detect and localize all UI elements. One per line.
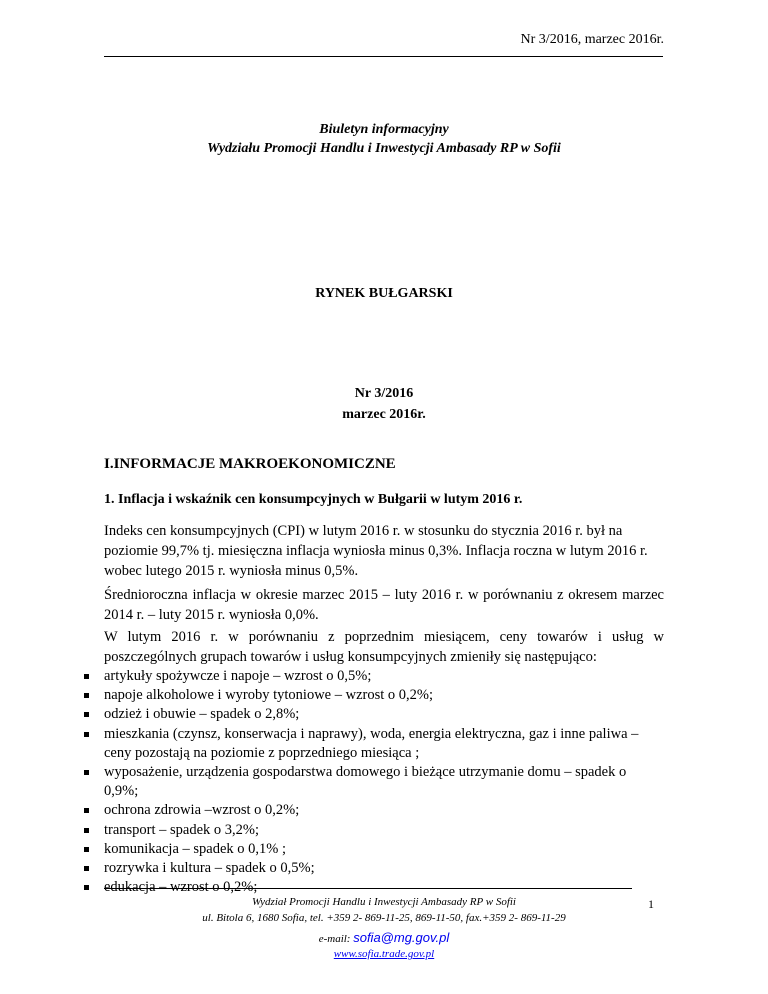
email-link[interactable]: sofia@mg.gov.pl — [353, 930, 450, 945]
square-bullet-icon — [84, 674, 89, 679]
bulletin-title-line1: Biuletyn informacyjny — [319, 122, 449, 137]
section-heading: I.INFORMACJE MAKROEKONOMICZNE — [104, 456, 396, 472]
list-item: napoje alkoholowe i wyroby tytoniowe – wzrost o 0,2%; — [84, 686, 664, 705]
market-title: RYNEK BUŁGARSKI — [315, 286, 453, 301]
list-item: wyposażenie, urządzenia gospodarstwa domowego i bieżące utrzymanie domu – spadek o 0,9%; — [84, 763, 664, 801]
square-bullet-icon — [84, 828, 89, 833]
email-label: e-mail: — [318, 933, 351, 945]
bulletin-title-line2: Wydziału Promocji Handlu i Inwestycji Ambasady RP w Sofii — [207, 141, 561, 156]
list-item: transport – spadek o 3,2%; — [84, 821, 664, 840]
issue-date: marzec 2016r. — [342, 407, 426, 422]
square-bullet-icon — [84, 885, 89, 890]
page-header: Nr 3/2016, marzec 2016r. — [520, 32, 664, 47]
footer-rule — [104, 888, 632, 889]
square-bullet-icon — [84, 712, 89, 717]
list-item: edukacja – wzrost o 0,2%; — [84, 878, 664, 897]
price-change-list — [84, 667, 664, 897]
issue-number: Nr 3/2016 — [354, 386, 414, 401]
website-link[interactable]: www.sofia.trade.gov.pl — [333, 948, 435, 960]
list-item: rozrywka i kultura – spadek o 0,5%; — [84, 859, 664, 878]
paragraph-price-changes: W lutym 2016 r. w porównaniu z poprzednim miesiącem, ceny towarów i usług w poszczególnych grupach towarów i usług konsumpcyjnych zmieniły się następująco: — [104, 629, 664, 665]
subsection-heading: 1. Inflacja i wskaźnik cen konsumpcyjnych w Bułgarii w lutym 2016 r. — [104, 492, 523, 507]
paragraph-average-inflation: Średnioroczna inflacja w okresie marzec 2015 – luty 2016 r. w porównaniu z okresem marzec 2014 r. – luty 2015 r. wyniosła 0,0%. — [104, 587, 664, 623]
square-bullet-icon — [84, 866, 89, 871]
list-item: odzież i obuwie – spadek o 2,8%; — [84, 705, 664, 724]
page-number: 1 — [648, 897, 654, 911]
list-item: mieszkania (czynsz, konserwacja i naprawy), woda, energia elektryczna, gaz i inne paliwa – ceny pozostają na poziomie z poprzedniego miesiąca ; — [84, 725, 664, 763]
header-rule — [104, 56, 663, 57]
list-item: komunikacja – spadek o 0,1% ; — [84, 840, 664, 859]
square-bullet-icon — [84, 732, 89, 737]
footer-website — [0, 948, 768, 960]
paragraph-cpi: Indeks cen konsumpcyjnych (CPI) w lutym 2016 r. w stosunku do stycznia 2016 r. był na poziomie 99,7% tj. miesięczna inflacja wyniosła minus 0,3%. Inflacja roczna w lutym 2016 r. wobec lutego 2015 r. wyniosła minus 0,5%. — [104, 523, 648, 579]
square-bullet-icon — [84, 808, 89, 813]
square-bullet-icon — [84, 693, 89, 698]
list-item: artykuły spożywcze i napoje – wzrost o 0,5%; — [84, 667, 664, 686]
footer-office: Wydział Promocji Handlu i Inwestycji Ambasady RP w Sofii — [252, 896, 516, 908]
bulletin-title — [0, 120, 768, 158]
footer-email — [0, 930, 768, 945]
footer-address: ul. Bitola 6, 1680 Sofia, tel. +359 2- 869-11-25, 869-11-50, fax.+359 2- 869-11-29 — [202, 912, 566, 924]
square-bullet-icon — [84, 770, 89, 775]
square-bullet-icon — [84, 847, 89, 852]
list-item: ochrona zdrowia –wzrost o 0,2%; — [84, 801, 664, 820]
